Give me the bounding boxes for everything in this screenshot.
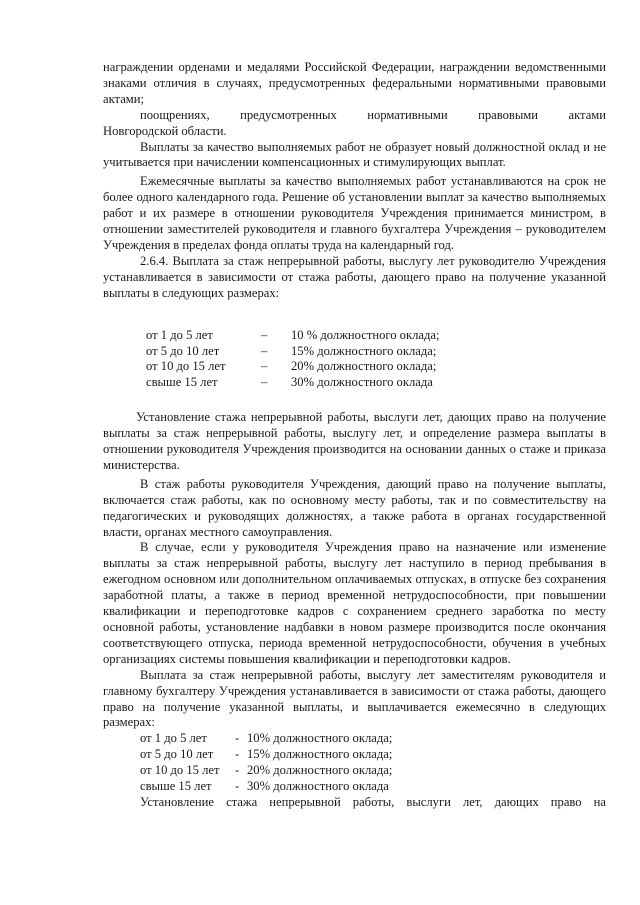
rate-value: 30% должностного оклада [247,779,389,794]
paragraph-region: Новгородской области. [103,123,227,138]
paragraph-monthly-payments: Ежемесячные выплаты за качество выполняемых работ устанавливаются на срок не более одного календарного года. Решение об установлении выплат за качество выполняемых работ и их размере в отношении руководителя Учреждения принимается министром, в отношении заместителей руководителя и главного бухгалтера Учреждения – руководителем Учреждения в пределах фонда оплаты труда на календарный год. [103,174,606,252]
document-body [103,60,606,811]
rates-table-deputies [140,731,392,795]
rate-dash: - [235,763,240,778]
rate-period: от 1 до 5 лет [146,327,213,342]
rate-period: от 10 до 15 лет [146,359,226,374]
rate-period: от 10 до 15 лет [140,763,220,778]
paragraph-seniority-inclusion: В стаж работы руководителя Учреждения, дающий право на получение выплаты, включается стаж работы, как по основному месту работы, так и по совместительству на педагогических и руководящих должностях, а также работа в органах государственной власти, органах местного самоуправления. [103,476,606,539]
rate-row [146,359,439,375]
paragraph-quality-payments: Выплаты за качество выполняемых работ не образует новый должностной оклад и не учитывается при начислении компенсационных и стимулирующих выплат. [103,139,606,170]
rate-value: 20% должностного оклада; [247,763,393,778]
rate-row [146,344,439,360]
rate-row [140,747,392,763]
rate-dash: - [235,747,240,762]
rate-dash: - [235,779,240,794]
paragraph-section-2-6-4: 2.6.4. Выплата за стаж непрерывной работы, выслугу лет руководителю Учреждения устанавливается в зависимости от стажа работы, дающего право на получение указанной выплаты в следующих размерах: [103,253,606,300]
rate-value: 10% должностного оклада; [247,731,393,746]
rate-value: 20% должностного оклада; [291,359,437,374]
rate-period: от 5 до 10 лет [146,343,220,358]
rate-dash: – [261,359,268,374]
rate-period: от 5 до 10 лет [140,747,214,762]
paragraph-seniority-leave: В случае, если у руководителя Учреждения право на назначение или изменение выплаты за стаж непрерывной работы, выслугу лет наступило в период пребывания в ежегодном основном или дополнительном оплачиваемых отпусках, в отпуске без сохранения заработной платы, а также в период временной нетрудоспособности, при повышении квалификации и переподготовке кадров с сохранением среднего заработка по месту основной работы, установление надбавки в новом размере производится после окончания соответствующего отпуска, периода временной нетрудоспособности, обучения в учебных организациях системы повышения квалификации и переподготовки кадров. [103,540,606,666]
rate-row [146,328,439,344]
rate-dash: – [261,343,268,358]
rate-row [146,375,439,391]
rate-value: 15% должностного оклада; [247,747,393,762]
rate-value: 10 % должностного оклада; [291,327,440,342]
rate-row [140,763,392,779]
rates-table-director [146,328,439,392]
paragraph-deputies-payment: Выплата за стаж непрерывной работы, выслугу лет заместителям руководителя и главному бухгалтеру Учреждения устанавливается в зависимости от стажа работы, дающего право на получение указанной выплаты, и выплачивается ежемесячно в следующих размерах: [103,667,606,730]
rate-period: свыше 15 лет [140,779,212,794]
rate-value: 30% должностного оклада [291,375,433,390]
rate-row [140,731,392,747]
rate-row [140,779,392,795]
paragraph-seniority-establishment: Установление стажа непрерывной работы, выслуги лет, дающих право на получение выплаты за стаж непрерывной работы, выслугу лет, и определение размера выплаты в отношении руководителя Учреждения производится на основании данных о стаже и приказа министерства. [103,410,606,472]
paragraph-incentives: поощрениях, предусмотренных нормативными правовыми актами [140,107,606,122]
paragraph-awards: награждении орденами и медалями Российской Федерации, награждении ведомственными знаками отличия в случаях, предусмотренных федеральными нормативными правовыми актами; [103,60,606,106]
rate-dash: – [261,327,268,342]
rate-period: от 1 до 5 лет [140,731,207,746]
rate-period: свыше 15 лет [146,375,218,390]
rate-value: 15% должностного оклада; [291,343,437,358]
rate-dash: – [261,375,268,390]
paragraph-seniority-continued: Установление стажа непрерывной работы, выслуги лет, дающих право на [140,794,606,809]
rate-dash: - [235,731,240,746]
